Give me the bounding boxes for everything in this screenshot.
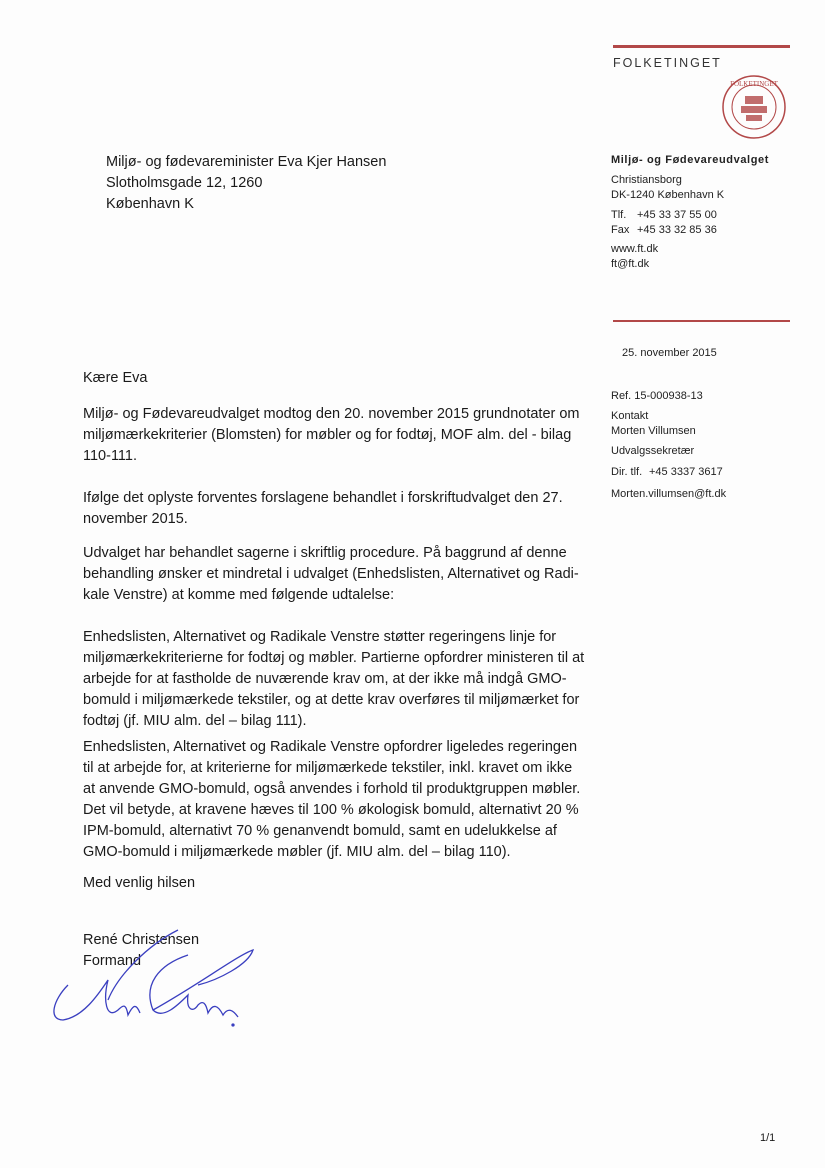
- text-line: Enhedslisten, Alternativet og Radikale Venstre opfordrer ligeledes regeringen: [83, 739, 578, 755]
- phone-label: Tlf.: [611, 209, 627, 221]
- recipient-line: Slotholmsgade 12, 1260: [106, 175, 263, 191]
- text-line: kale Venstre) at komme med følgende udtalelse:: [83, 587, 395, 603]
- text-line: Udvalget har behandlet sagerne i skriftlig procedure. På baggrund af denne: [83, 545, 567, 561]
- text-line: miljømærkekriterierne for fodtøj og møbler. Partierne opfordrer ministeren til at: [83, 650, 585, 666]
- text-line: GMO-bomuld i miljømærkede møbler (jf. MIU alm. del – bilag 110).: [83, 844, 511, 860]
- fax-label: Fax: [611, 223, 630, 236]
- recipient-address: [106, 152, 386, 215]
- phone: +45 33 37 55 00: [637, 209, 717, 221]
- text-line: at anvende GMO-bomuld, også anvendes i forhold til produktgruppen møbler.: [83, 781, 581, 797]
- text-line: behandling ønsker et mindretal i udvalget (Enhedslisten, Alternativet og Radi-: [83, 566, 579, 582]
- text-line: Miljø- og Fødevareudvalget modtog den 20. november 2015 grundnotater om: [83, 406, 580, 422]
- meta-rule: [613, 320, 790, 322]
- text-line: fodtøj (jf. MIU alm. del – bilag 111).: [83, 713, 307, 729]
- text-line: IPM-bomuld, alternativt 70 % genanvendt bomuld, samt en udelukkelse af: [83, 823, 557, 839]
- paragraph-2: [83, 488, 563, 530]
- paragraph-1: [83, 404, 580, 467]
- text-line: bomuld i miljømærkede tekstiler, og at dette krav overføres til miljømærket for: [83, 692, 580, 708]
- brand-name: FOLKETINGET: [613, 56, 722, 70]
- text-line: miljømærkekriterier (Blomsten) for møbler og for fodtøj, MOF alm. del - bilag: [83, 427, 572, 443]
- text-line: til at arbejde for, at kriterierne for miljømærkede tekstiler, inkl. kravet om ikke: [83, 760, 573, 776]
- svg-text:FOLKETINGET: FOLKETINGET: [730, 80, 778, 88]
- contact-label: Kontakt: [611, 410, 649, 422]
- committee-address: [611, 173, 724, 202]
- text-line: Det vil betyde, at kravene hæves til 100 % økologisk bomuld, alternativt 20 %: [83, 802, 579, 818]
- email-link[interactable]: ft@ft.dk: [611, 257, 650, 270]
- paragraph-5: [83, 737, 580, 863]
- text-line: 110-111.: [83, 448, 138, 464]
- paragraph-3: [83, 543, 579, 606]
- text-line: Ifølge det oplyste forventes forslagene behandlet i forskriftudvalget den 27.: [83, 490, 563, 506]
- contact-title: Udvalgssekretær: [611, 445, 695, 457]
- web-block: [611, 242, 658, 271]
- letter-date: 25. november 2015: [622, 347, 717, 359]
- address-line: Christiansborg: [611, 174, 682, 186]
- reference: Ref. 15-000938-13: [611, 390, 703, 402]
- text-line: november 2015.: [83, 511, 188, 527]
- dir-phone: +45 3337 3617: [649, 466, 723, 478]
- page-number: 1/1: [760, 1132, 776, 1144]
- signer-title: Formand: [83, 953, 142, 969]
- fax: +45 33 32 85 36: [637, 223, 717, 236]
- address-line: DK-1240 København K: [611, 188, 725, 201]
- text-line: arbejde for at fastholde de nuværende krav om, at der ikke må indgå GMO-: [83, 671, 567, 687]
- dir-label: Dir. tlf.: [611, 466, 643, 478]
- seal-logo: [721, 74, 787, 145]
- recipient-line: København K: [106, 196, 194, 212]
- contact-name: Morten Villumsen: [611, 424, 696, 437]
- handwritten-signature: [48, 925, 258, 1040]
- contact-block: [611, 409, 696, 438]
- paragraph-4: [83, 627, 584, 732]
- website-link[interactable]: www.ft.dk: [611, 243, 659, 255]
- text-line: Enhedslisten, Alternativet og Radikale Venstre støtter regeringens linje for: [83, 629, 557, 645]
- closing: Med venlig hilsen: [83, 875, 196, 891]
- committee-name: Miljø- og Fødevareudvalget: [611, 154, 770, 166]
- header-rule: [613, 45, 790, 48]
- phone-block: [611, 208, 717, 237]
- recipient-line: Miljø- og fødevareminister Eva Kjer Hansen: [106, 154, 387, 170]
- signer-name: René Christensen: [83, 932, 200, 948]
- contact-email[interactable]: Morten.villumsen@ft.dk: [611, 488, 727, 500]
- direct-phone: [611, 465, 723, 480]
- salutation: Kære Eva: [83, 370, 148, 386]
